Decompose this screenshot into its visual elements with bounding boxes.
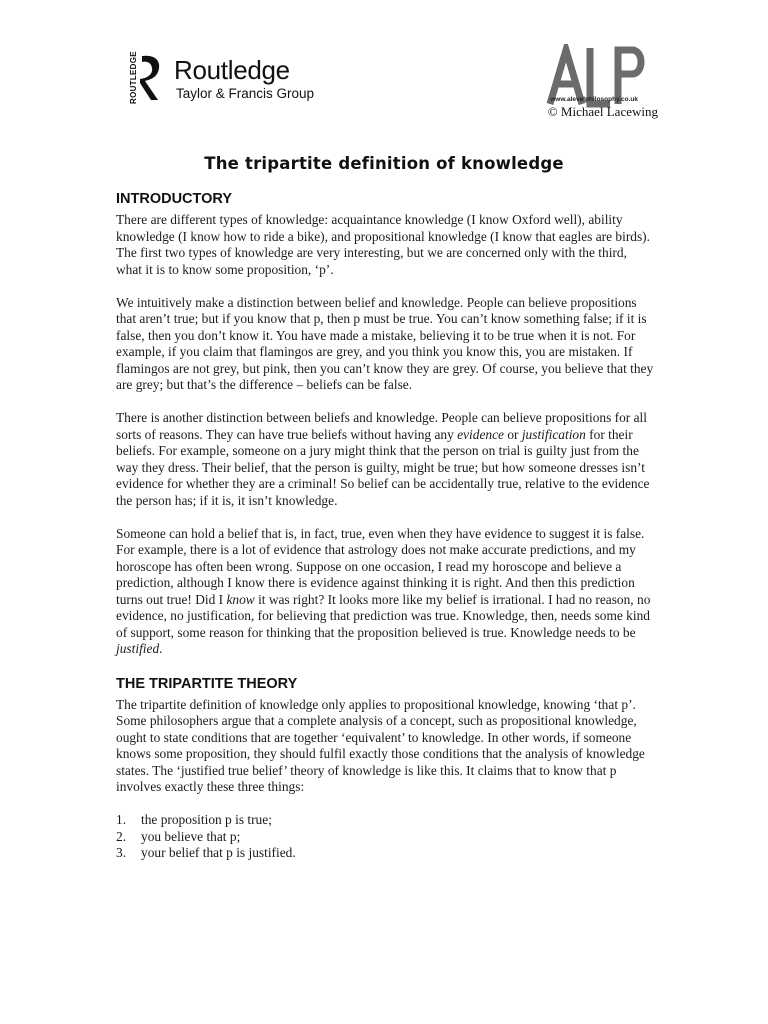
section-heading-introductory: INTRODUCTORY <box>116 191 232 207</box>
paragraph <box>116 526 656 658</box>
list-item <box>116 845 656 862</box>
list-item <box>116 812 656 829</box>
list-number: 2. <box>116 828 127 844</box>
paragraph <box>116 410 656 509</box>
emphasis-know: know <box>226 591 255 607</box>
section-heading-tripartite-theory: THE TRIPARTITE THEORY <box>116 675 298 692</box>
publisher-subtitle: Taylor & Francis Group <box>176 86 315 101</box>
emphasis-justification: justification <box>521 426 586 442</box>
list-text: you believe that p; <box>141 828 241 844</box>
copyright-notice: © Michael Lacewing <box>547 104 658 119</box>
list-item <box>116 829 656 846</box>
paragraph: There are different types of knowledge: acquaintance knowledge (I know Oxford well), ability knowledge (I know how to ride a bike), and propositional knowledge (I know that eagles are birds). The first two types of knowledge are very interesting, but we are concerned only with the third, what it is to know some proposition, ‘p’. <box>116 212 650 277</box>
list-text: the proposition p is true; <box>141 812 272 827</box>
conditions-list <box>116 812 656 862</box>
paragraph-text: for their beliefs. For example, someone on a jury might think that the person on trial is guilty just from the way they dress. Their belief, that the person is guilty, might be true; but how someone dresses isn’t evidence for whether they are a criminal! So belief can be accidentally true, relative to the evidence the person has; if it is, it isn’t knowledge. <box>116 426 650 508</box>
emphasis-evidence: evidence <box>457 426 504 442</box>
routledge-vertical-text: ROUTLEDGE <box>129 51 138 104</box>
publisher-name: Routledge <box>174 55 290 85</box>
paragraph: The tripartite definition of knowledge only applies to propositional knowledge, knowing ‘that p’. Some philosophers argue that a complete analysis of a concept, such as propositional knowledge, ought to state conditions that are together ‘equivalent’ to knowledge. In other words, if someone knows some proposition, they should fulfil exactly those conditions that the analysis of knowledge states. The ‘justified true belief’ theory of knowledge is like this. It claims that to know that p involves exactly these three things: <box>116 696 645 794</box>
paragraph: We intuitively make a distinction between belief and knowledge. People can believe propositions that aren’t true; but if you know that p, then p must be true. You can’t know something false; if it is false, then you don’t know it. You have made a mistake, believing it to be true when it is not. For example, if you claim that flamingos are grey, and you think you know this, you are mistaken. If flamingos are not grey, but pink, then you can’t know they are grey. Of course, you believe that they are grey; but that’s the difference – beliefs can be false. <box>116 294 654 392</box>
routledge-logo <box>128 52 318 104</box>
alp-url: www.alevelphilosophy.co.uk <box>550 96 638 103</box>
paragraph-text: it was right? It looks more like my belief is irrational. I had no reason, no evidence, no justification, for believing that prediction was true. Knowledge, then, needs some kind of support, some reason for thinking that the proposition believed is true. Knowledge needs to be <box>116 591 651 640</box>
paragraph-text: There is another distinction between beliefs and knowledge. People can believe propositions for all sorts of reasons. They can have true beliefs without having any <box>116 410 648 442</box>
list-number: 3. <box>116 845 127 860</box>
list-text: your belief that p is justified. <box>141 845 296 860</box>
document-body <box>116 190 656 862</box>
emphasis-justified: justified <box>116 641 160 656</box>
page-header <box>128 44 658 124</box>
list-number: 1. <box>116 812 127 827</box>
paragraph-text: Someone can hold a belief that is, in fact, true, even when they have evidence to suggest it is false. For example, there is a lot of evidence that astrology does not make accurate predictions, and my horoscope has often been wrong. Suppose on one occasion, I read my horoscope and believe a prediction, although I know there is evidence against thinking it is right. And then this prediction turns out true! Did I <box>116 525 645 607</box>
document-title: The tripartite definition of knowledge <box>204 154 564 173</box>
paragraph-text: or <box>503 426 522 442</box>
paragraph-text: . <box>159 641 163 656</box>
routledge-r-icon <box>128 52 168 104</box>
